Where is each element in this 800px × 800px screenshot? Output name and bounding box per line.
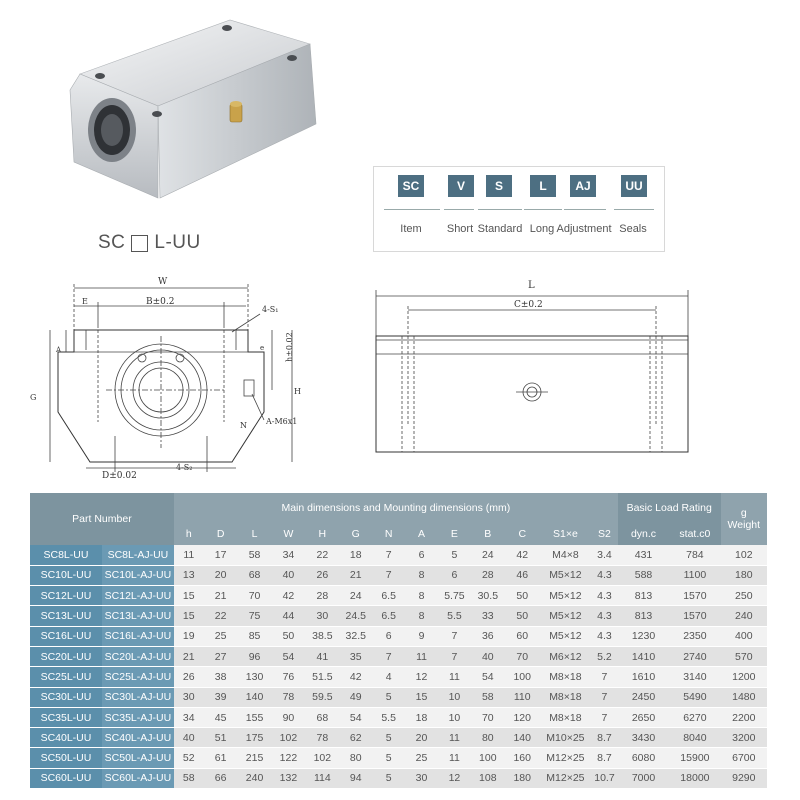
table-cell: 52 <box>174 748 204 768</box>
table-cell: 59.5 <box>305 687 339 707</box>
table-cell: 33 <box>471 606 505 626</box>
table-cell: 24.5 <box>339 606 372 626</box>
table-cell: 17 <box>204 545 238 565</box>
table-cell: 20 <box>204 565 238 585</box>
table-cell: 160 <box>505 748 540 768</box>
table-cell: 1200 <box>721 667 767 687</box>
part-number-cell: SC12L-UU <box>30 586 102 606</box>
dim-G: G <box>30 393 37 402</box>
table-cell: 30.5 <box>471 586 505 606</box>
table-cell: 24 <box>339 586 372 606</box>
table-cell: 2200 <box>721 707 767 727</box>
table-cell: 96 <box>238 646 272 666</box>
table-cell: 45 <box>204 707 238 727</box>
table-cell: 180 <box>721 565 767 585</box>
table-cell: 26 <box>174 667 204 687</box>
table-cell: 36 <box>471 626 505 646</box>
table-cell: 11 <box>438 667 471 687</box>
table-cell: 2450 <box>618 687 669 707</box>
part-number-aj-cell: SC12L-AJ-UU <box>102 586 174 606</box>
table-cell: 10 <box>438 707 471 727</box>
table-cell: 7 <box>438 646 471 666</box>
table-cell: 6080 <box>618 748 669 768</box>
table-cell: 5.75 <box>438 586 471 606</box>
grease-port-label: A-M6x1 <box>266 417 298 426</box>
table-cell: 11 <box>405 646 438 666</box>
legend-line <box>444 209 474 210</box>
table-cell: 80 <box>471 728 505 748</box>
product-photo <box>60 12 330 212</box>
table-cell: 42 <box>271 586 305 606</box>
header-weight-label: Weight <box>727 519 761 531</box>
table-cell: 68 <box>238 565 272 585</box>
dim-A: A <box>56 346 62 354</box>
table-cell: 8 <box>405 606 438 626</box>
table-cell: 25 <box>204 626 238 646</box>
table-row <box>30 646 767 666</box>
legend-code-long: L <box>530 175 556 197</box>
table-row <box>30 707 767 727</box>
dim-D: D±0.02 <box>102 471 137 481</box>
table-cell: 70 <box>505 646 540 666</box>
table-cell: 132 <box>271 768 305 788</box>
table-cell: 5 <box>372 748 405 768</box>
table-cell: 3200 <box>721 728 767 748</box>
table-cell: 27 <box>204 646 238 666</box>
column-header: C <box>505 523 540 545</box>
dim-H: H <box>294 387 301 396</box>
table-cell: 1480 <box>721 687 767 707</box>
column-header: L <box>238 523 272 545</box>
table-row <box>30 586 767 606</box>
part-number-cell: SC25L-UU <box>30 667 102 687</box>
part-number-cell: SC40L-UU <box>30 728 102 748</box>
dim-e: e <box>260 344 265 352</box>
table-cell: 22 <box>305 545 339 565</box>
table-row <box>30 687 767 707</box>
column-header: H <box>305 523 339 545</box>
legend-code-standard: S <box>486 175 512 197</box>
legend-line <box>384 209 440 210</box>
table-cell: 15 <box>174 586 204 606</box>
table-cell: 8 <box>405 586 438 606</box>
table-cell: 4.3 <box>591 565 618 585</box>
table-row <box>30 768 767 788</box>
table-cell: 8.7 <box>591 728 618 748</box>
table-cell: 22 <box>204 606 238 626</box>
table-cell: 7 <box>591 707 618 727</box>
table-row <box>30 565 767 585</box>
table-cell: 80 <box>339 748 372 768</box>
table-cell: 9290 <box>721 768 767 788</box>
table-cell: 3430 <box>618 728 669 748</box>
table-cell: 66 <box>204 768 238 788</box>
table-cell: 38.5 <box>305 626 339 646</box>
table-cell: 6.5 <box>372 606 405 626</box>
table-cell: 8040 <box>669 728 720 748</box>
table-cell: 140 <box>238 687 272 707</box>
code-legend <box>373 166 665 252</box>
part-number-cell: SC20L-UU <box>30 646 102 666</box>
table-cell: 6700 <box>721 748 767 768</box>
legend-label-seals: Seals <box>619 223 647 235</box>
legend-line <box>564 209 606 210</box>
table-cell: 12 <box>438 768 471 788</box>
table-cell: 18 <box>339 545 372 565</box>
table-cell: 11 <box>438 748 471 768</box>
table-cell: 6270 <box>669 707 720 727</box>
table-cell: 28 <box>471 565 505 585</box>
table-cell: M8×18 <box>540 667 591 687</box>
table-cell: 100 <box>471 748 505 768</box>
table-cell: 1610 <box>618 667 669 687</box>
table-cell: 400 <box>721 626 767 646</box>
table-cell: 1570 <box>669 586 720 606</box>
table-cell: 94 <box>339 768 372 788</box>
table-row <box>30 545 767 565</box>
legend-label-standard: Standard <box>477 223 523 235</box>
table-cell: 122 <box>271 748 305 768</box>
table-cell: 5.5 <box>438 606 471 626</box>
table-row <box>30 606 767 626</box>
column-header: D <box>204 523 238 545</box>
table-cell: 102 <box>721 545 767 565</box>
table-cell: 5.5 <box>372 707 405 727</box>
table-cell: 4 <box>372 667 405 687</box>
table-cell: M10×25 <box>540 728 591 748</box>
model-size-box <box>131 235 148 252</box>
legend-label-short: Short <box>446 223 474 235</box>
dim-h: h±0.02 <box>285 332 294 362</box>
table-cell: 215 <box>238 748 272 768</box>
table-cell: 9 <box>405 626 438 646</box>
dim-S1: 4-S₁ <box>262 305 279 314</box>
model-prefix: SC <box>98 232 126 253</box>
legend-line <box>614 209 654 210</box>
table-cell: 813 <box>618 586 669 606</box>
column-header: G <box>339 523 372 545</box>
table-cell: M12×25 <box>540 768 591 788</box>
dim-B: B±0.2 <box>146 297 175 307</box>
table-cell: 11 <box>438 728 471 748</box>
legend-code-item: SC <box>398 175 424 197</box>
table-cell: M5×12 <box>540 586 591 606</box>
table-cell: 5.2 <box>591 646 618 666</box>
dim-L: L <box>528 280 535 291</box>
column-header: E <box>438 523 471 545</box>
table-cell: 120 <box>505 707 540 727</box>
table-cell: 20 <box>405 728 438 748</box>
table-cell: 44 <box>271 606 305 626</box>
table-cell: 431 <box>618 545 669 565</box>
table-cell: 1570 <box>669 606 720 626</box>
table-cell: 46 <box>505 565 540 585</box>
table-cell: 15900 <box>669 748 720 768</box>
table-cell: 6.5 <box>372 586 405 606</box>
legend-label-item: Item <box>400 223 422 235</box>
table-cell: 1230 <box>618 626 669 646</box>
dim-S2: 4-S₂ <box>176 463 193 472</box>
header-part-number: Part Number <box>30 493 174 545</box>
table-cell: 30 <box>174 687 204 707</box>
legend-code-adjustment: AJ <box>570 175 596 197</box>
table-cell: 19 <box>174 626 204 646</box>
table-cell: 50 <box>505 586 540 606</box>
table-cell: 58 <box>471 687 505 707</box>
part-number-aj-cell: SC30L-AJ-UU <box>102 687 174 707</box>
table-cell: 8.7 <box>591 748 618 768</box>
part-number-aj-cell: SC60L-AJ-UU <box>102 768 174 788</box>
table-cell: 35 <box>339 646 372 666</box>
table-cell: 54 <box>471 667 505 687</box>
table-cell: 39 <box>204 687 238 707</box>
table-cell: 15 <box>174 606 204 626</box>
table-cell: 24 <box>471 545 505 565</box>
part-number-cell: SC10L-UU <box>30 565 102 585</box>
table-cell: 100 <box>505 667 540 687</box>
part-number-cell: SC13L-UU <box>30 606 102 626</box>
table-cell: 54 <box>271 646 305 666</box>
table-cell: 7 <box>591 687 618 707</box>
table-cell: 18000 <box>669 768 720 788</box>
table-cell: M8×18 <box>540 687 591 707</box>
front-view-drawing <box>26 272 336 482</box>
table-row <box>30 626 767 646</box>
table-cell: 813 <box>618 606 669 626</box>
table-cell: 78 <box>271 687 305 707</box>
part-number-aj-cell: SC10L-AJ-UU <box>102 565 174 585</box>
table-cell: 42 <box>339 667 372 687</box>
table-cell: 41 <box>305 646 339 666</box>
table-cell: 70 <box>471 707 505 727</box>
table-cell: 38 <box>204 667 238 687</box>
table-cell: 13 <box>174 565 204 585</box>
table-cell: 21 <box>339 565 372 585</box>
model-code <box>98 232 201 254</box>
table-cell: 6 <box>405 545 438 565</box>
table-cell: M6×12 <box>540 646 591 666</box>
dim-W: W <box>158 277 168 287</box>
table-cell: 75 <box>238 606 272 626</box>
table-cell: 130 <box>238 667 272 687</box>
column-header: N <box>372 523 405 545</box>
part-number-cell: SC60L-UU <box>30 768 102 788</box>
table-cell: 180 <box>505 768 540 788</box>
legend-line <box>478 209 522 210</box>
table-cell: 21 <box>174 646 204 666</box>
part-number-aj-cell: SC50L-AJ-UU <box>102 748 174 768</box>
table-cell: M5×12 <box>540 626 591 646</box>
table-cell: 5490 <box>669 687 720 707</box>
legend-code-short: V <box>448 175 474 197</box>
table-cell: 1410 <box>618 646 669 666</box>
table-cell: 3140 <box>669 667 720 687</box>
table-cell: 7 <box>372 646 405 666</box>
table-cell: 25 <box>405 748 438 768</box>
table-cell: 62 <box>339 728 372 748</box>
table-cell: 10 <box>438 687 471 707</box>
legend-label-adjustment: Adjustment <box>556 223 612 235</box>
part-number-cell: SC35L-UU <box>30 707 102 727</box>
table-cell: 61 <box>204 748 238 768</box>
table-cell: 8 <box>405 565 438 585</box>
table-cell: 51 <box>204 728 238 748</box>
table-cell: 40 <box>271 565 305 585</box>
part-number-aj-cell: SC40L-AJ-UU <box>102 728 174 748</box>
part-number-cell: SC8L-UU <box>30 545 102 565</box>
table-cell: 2740 <box>669 646 720 666</box>
table-cell: 240 <box>721 606 767 626</box>
table-cell: M5×12 <box>540 606 591 626</box>
table-cell: 32.5 <box>339 626 372 646</box>
table-cell: 140 <box>505 728 540 748</box>
table-cell: 6 <box>372 626 405 646</box>
part-number-aj-cell: SC35L-AJ-UU <box>102 707 174 727</box>
table-cell: 5 <box>372 687 405 707</box>
table-cell: 102 <box>271 728 305 748</box>
table-cell: 108 <box>471 768 505 788</box>
table-cell: 30 <box>305 606 339 626</box>
table-cell: 1100 <box>669 565 720 585</box>
table-cell: 34 <box>174 707 204 727</box>
table-cell: 40 <box>471 646 505 666</box>
part-number-aj-cell: SC25L-AJ-UU <box>102 667 174 687</box>
table-cell: 85 <box>238 626 272 646</box>
table-cell: 7 <box>438 626 471 646</box>
table-cell: M8×18 <box>540 707 591 727</box>
legend-code-seals: UU <box>621 175 647 197</box>
table-cell: 240 <box>238 768 272 788</box>
column-header: S2 <box>591 523 618 545</box>
table-cell: 588 <box>618 565 669 585</box>
dim-C: C±0.2 <box>514 300 543 310</box>
table-cell: M12×25 <box>540 748 591 768</box>
table-cell: 6 <box>438 565 471 585</box>
table-cell: M5×12 <box>540 565 591 585</box>
table-cell: 90 <box>271 707 305 727</box>
table-cell: 10.7 <box>591 768 618 788</box>
table-cell: 34 <box>271 545 305 565</box>
table-cell: 250 <box>721 586 767 606</box>
table-cell: 7 <box>372 545 405 565</box>
side-view-drawing <box>366 276 696 462</box>
table-cell: 70 <box>238 586 272 606</box>
table-cell: 28 <box>305 586 339 606</box>
table-cell: 114 <box>305 768 339 788</box>
table-cell: 5 <box>372 768 405 788</box>
table-cell: 570 <box>721 646 767 666</box>
part-number-cell: SC16L-UU <box>30 626 102 646</box>
column-header: W <box>271 523 305 545</box>
table-cell: 175 <box>238 728 272 748</box>
table-cell: 51.5 <box>305 667 339 687</box>
table-cell: 784 <box>669 545 720 565</box>
table-cell: 78 <box>305 728 339 748</box>
table-cell: 4.3 <box>591 626 618 646</box>
table-cell: 26 <box>305 565 339 585</box>
table-cell: 18 <box>405 707 438 727</box>
header-weight <box>721 493 767 545</box>
table-cell: 4.3 <box>591 586 618 606</box>
part-number-aj-cell: SC16L-AJ-UU <box>102 626 174 646</box>
header-main-dimensions: Main dimensions and Mounting dimensions (mm) <box>174 493 618 523</box>
model-suffix: L-UU <box>154 232 201 253</box>
dim-E: E <box>82 297 88 306</box>
table-cell: 4.3 <box>591 606 618 626</box>
table-cell: 58 <box>238 545 272 565</box>
table-cell: 40 <box>174 728 204 748</box>
table-cell: 58 <box>174 768 204 788</box>
table-cell: 3.4 <box>591 545 618 565</box>
table-row <box>30 748 767 768</box>
table-cell: 5 <box>372 728 405 748</box>
dim-N: N <box>240 421 247 430</box>
table-cell: 102 <box>305 748 339 768</box>
column-header: S1×e <box>540 523 591 545</box>
spec-table <box>30 493 767 789</box>
table-cell: 7 <box>591 667 618 687</box>
part-number-aj-cell: SC8L-AJ-UU <box>102 545 174 565</box>
table-cell: 5 <box>438 545 471 565</box>
part-number-cell: SC30L-UU <box>30 687 102 707</box>
header-weight-unit: g <box>740 507 747 519</box>
table-cell: 15 <box>405 687 438 707</box>
table-cell: 7 <box>372 565 405 585</box>
column-header: B <box>471 523 505 545</box>
table-cell: 2350 <box>669 626 720 646</box>
legend-line <box>524 209 562 210</box>
column-header: dyn.c <box>618 523 669 545</box>
table-cell: 21 <box>204 586 238 606</box>
table-cell: 110 <box>505 687 540 707</box>
table-cell: 155 <box>238 707 272 727</box>
table-cell: 68 <box>305 707 339 727</box>
table-cell: 49 <box>339 687 372 707</box>
table-cell: 50 <box>271 626 305 646</box>
table-cell: 60 <box>505 626 540 646</box>
table-row <box>30 667 767 687</box>
part-number-cell: SC50L-UU <box>30 748 102 768</box>
table-cell: 12 <box>405 667 438 687</box>
table-cell: 50 <box>505 606 540 626</box>
table-cell: M4×8 <box>540 545 591 565</box>
table-row <box>30 728 767 748</box>
table-cell: 54 <box>339 707 372 727</box>
table-cell: 2650 <box>618 707 669 727</box>
table-cell: 7000 <box>618 768 669 788</box>
header-basic-load-rating: Basic Load Rating <box>618 493 721 523</box>
table-cell: 30 <box>405 768 438 788</box>
legend-label-long: Long <box>529 223 555 235</box>
table-cell: 76 <box>271 667 305 687</box>
table-cell: 42 <box>505 545 540 565</box>
table-cell: 11 <box>174 545 204 565</box>
part-number-aj-cell: SC20L-AJ-UU <box>102 646 174 666</box>
spec-table-body <box>30 545 767 789</box>
column-header: h <box>174 523 204 545</box>
column-header: stat.c0 <box>669 523 720 545</box>
part-number-aj-cell: SC13L-AJ-UU <box>102 606 174 626</box>
column-header: A <box>405 523 438 545</box>
